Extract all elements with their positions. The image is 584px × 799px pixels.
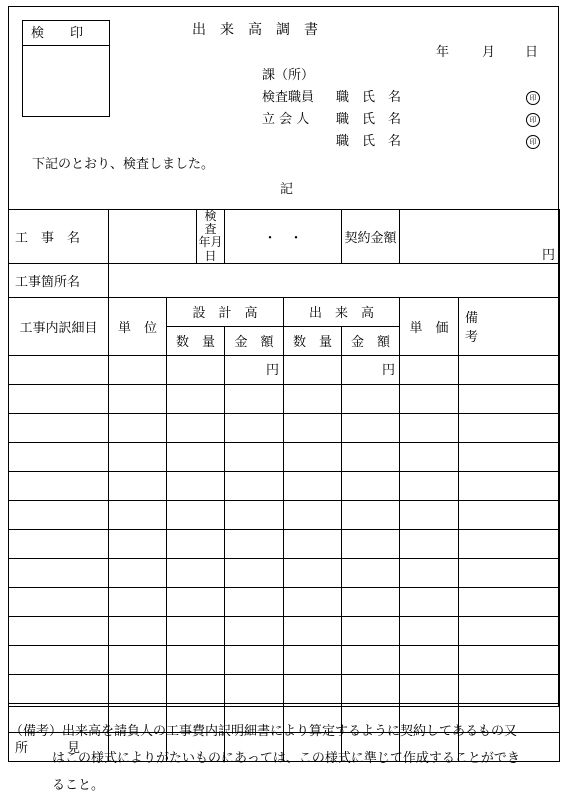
inspection-date-line1: 検 査 bbox=[204, 209, 229, 237]
date-month: 月 bbox=[482, 45, 496, 60]
unit-price-header: 単 価 bbox=[400, 297, 459, 355]
remarks-header: 備 考 bbox=[465, 311, 544, 346]
completed-header: 出 来 高 bbox=[284, 297, 400, 326]
table-row bbox=[9, 471, 560, 500]
statement: 下記のとおり、検査しました。 bbox=[32, 157, 215, 172]
contract-amount-value[interactable] bbox=[400, 210, 560, 264]
table-row bbox=[9, 442, 560, 471]
table-row bbox=[9, 263, 560, 297]
stamp-box bbox=[22, 20, 110, 117]
stamp-box-header bbox=[23, 21, 109, 46]
site-value[interactable] bbox=[109, 263, 560, 297]
table-row bbox=[9, 297, 560, 326]
koji-name-value[interactable] bbox=[109, 210, 197, 264]
design-amount-header: 金 額 bbox=[225, 326, 284, 355]
witness-name-label: 職 氏 名 bbox=[336, 112, 402, 127]
third-seal-icon: 印 bbox=[526, 135, 540, 149]
table-row bbox=[9, 500, 560, 529]
section-label: 課（所） bbox=[262, 68, 315, 83]
page-title: 出 来 高 調 書 bbox=[192, 22, 318, 38]
completed-quantity-header: 数 量 bbox=[284, 326, 342, 355]
witness-role: 立 会 人 bbox=[262, 112, 310, 127]
table-row bbox=[9, 413, 560, 442]
date-day: 日 bbox=[525, 45, 539, 60]
yen-label: 円 bbox=[542, 247, 556, 263]
inspector-name-label: 職 氏 名 bbox=[336, 90, 402, 105]
unit-header: 単 位 bbox=[109, 297, 167, 355]
witness-seal-icon: 印 bbox=[526, 113, 540, 127]
inspection-date-value[interactable]: ・ ・ bbox=[225, 210, 342, 264]
table-row bbox=[9, 616, 560, 645]
design-amount-yen[interactable]: 円 bbox=[225, 355, 284, 384]
design-quantity-header: 数 量 bbox=[167, 326, 225, 355]
third-name-label: 職 氏 名 bbox=[336, 134, 402, 149]
footnote-line2: はこの様式によりがたいものにあっては、この様式に準じて作成することができ bbox=[52, 751, 520, 766]
inspector-role: 検査職員 bbox=[262, 90, 315, 105]
table-row bbox=[9, 529, 560, 558]
breakdown-header: 工事内訳細目 bbox=[9, 297, 109, 355]
table-row bbox=[9, 210, 560, 264]
table-row bbox=[9, 645, 560, 674]
contract-amount-label: 契約金額 bbox=[342, 210, 400, 264]
inspection-date-label bbox=[197, 209, 229, 264]
table-row bbox=[9, 558, 560, 587]
design-header: 設 計 高 bbox=[167, 297, 284, 326]
stamp-label: 検 印 bbox=[31, 26, 84, 41]
date-year: 年 bbox=[436, 45, 450, 60]
table-row bbox=[9, 384, 560, 413]
footnote-line1: （備考）出来高を請負人の工事費内訳明細書により算定するように契約してあるもの又 bbox=[10, 724, 518, 739]
koji-name-label-cell bbox=[9, 210, 109, 264]
form-table bbox=[8, 209, 560, 762]
completed-amount-yen[interactable]: 円 bbox=[342, 355, 400, 384]
footnote-line3: ること。 bbox=[52, 778, 105, 793]
findings-label: 所 見 bbox=[15, 741, 81, 757]
inspection-date-line2: 年月日 bbox=[198, 235, 223, 263]
table-row bbox=[9, 674, 560, 703]
table-row bbox=[9, 355, 560, 384]
table-row bbox=[9, 587, 560, 616]
remarks-header-cell bbox=[459, 297, 560, 355]
ki-label: 記 bbox=[280, 182, 294, 197]
koji-name-label: 工 事 名 bbox=[15, 230, 81, 246]
site-label: 工事箇所名 bbox=[15, 274, 81, 290]
site-label-cell bbox=[9, 263, 109, 297]
inspector-seal-icon: 印 bbox=[526, 91, 540, 105]
completed-amount-header: 金 額 bbox=[342, 326, 400, 355]
